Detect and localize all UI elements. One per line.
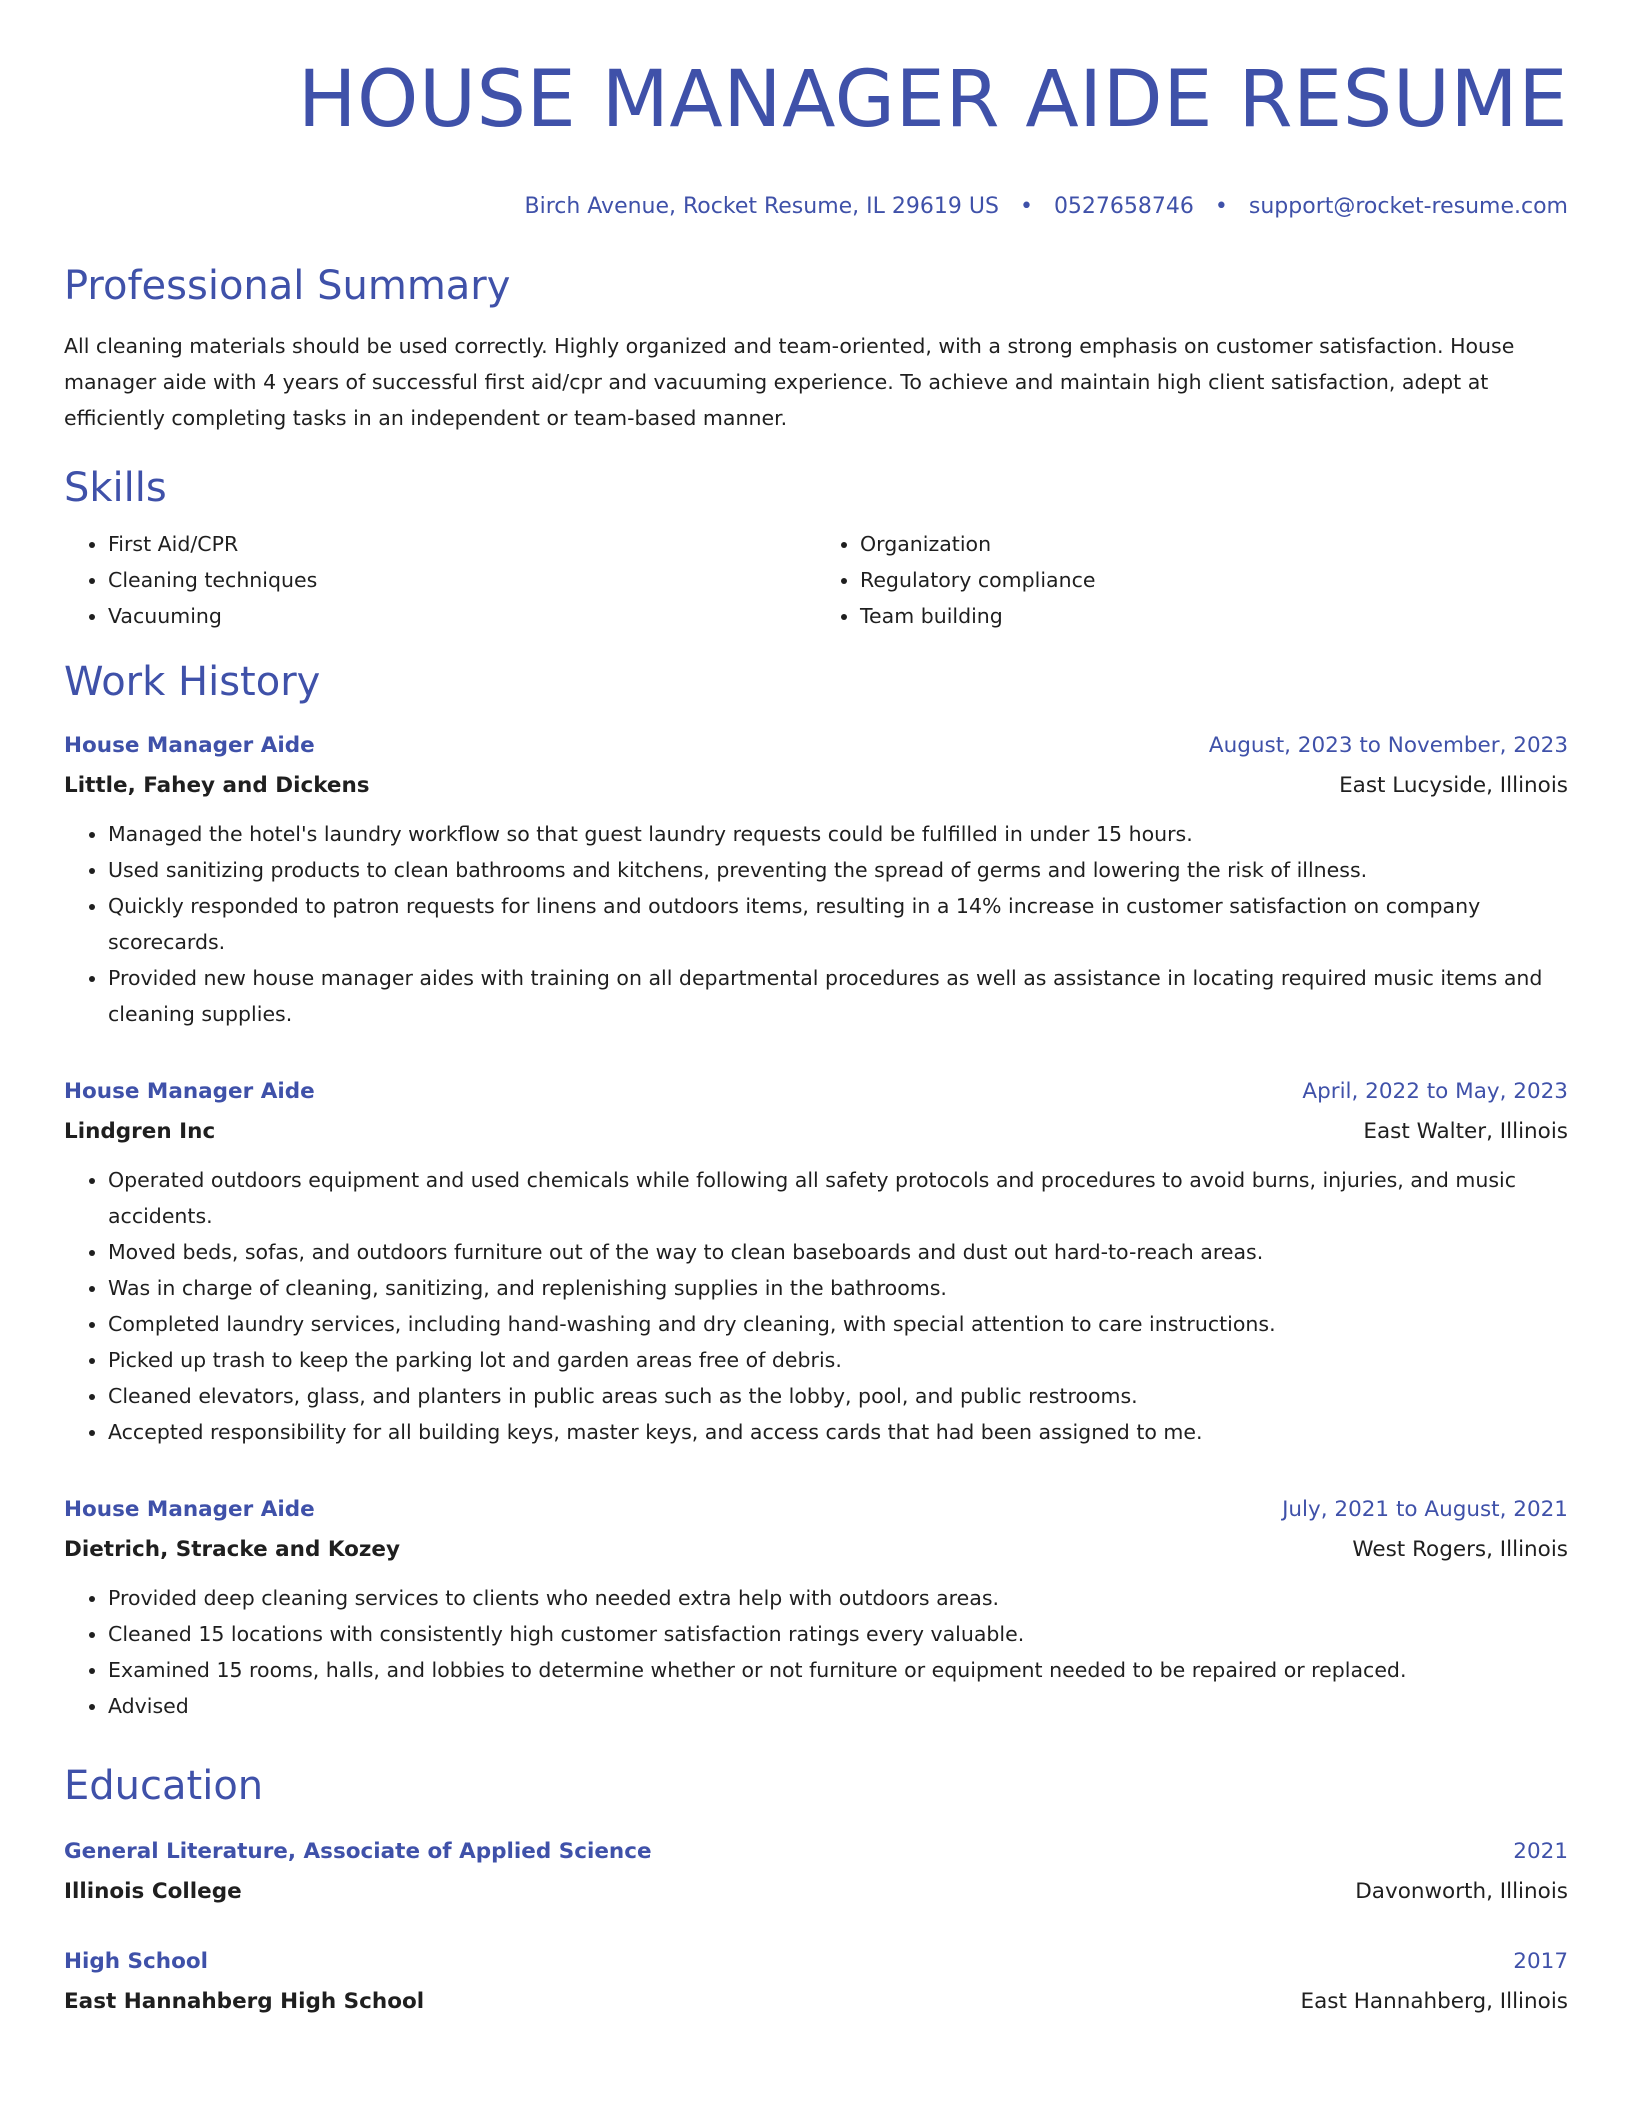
- job-role: House Manager Aide: [64, 1497, 315, 1522]
- contact-line: [64, 192, 1568, 222]
- job-bullet: • Picked up trash to keep the parking lot and garden areas free of debris.: [108, 1342, 1568, 1378]
- job-bullet: • Used sanitizing products to clean bathrooms and kitchens, preventing the spread of germs and lowering the risk of illness.: [108, 852, 1568, 888]
- skill-item: • Regulatory compliance: [860, 562, 1568, 598]
- education-location: East Hannahberg, Illinois: [1300, 1989, 1568, 2014]
- job-bullet: • Managed the hotel's laundry workflow so that guest laundry requests could be fulfilled in under 15 hours.: [108, 816, 1568, 852]
- education-school: Illinois College: [64, 1879, 242, 1904]
- job-company: Little, Fahey and Dickens: [64, 773, 370, 798]
- job-bullet: • Operated outdoors equipment and used chemicals while following all safety protocols and procedures to avoid burns, injuries, and music accidents.: [108, 1162, 1568, 1234]
- job-entry: [64, 1072, 1568, 1450]
- education-header-row: [64, 1832, 1568, 1872]
- skills-list: [64, 526, 1568, 634]
- education-year: 2017: [1513, 1949, 1568, 1974]
- job-bullet: • Cleaned 15 locations with consistently high customer satisfaction ratings every valuable.: [108, 1616, 1568, 1652]
- job-bullet: • Advised: [108, 1688, 1568, 1724]
- address-text: Birch Avenue, Rocket Resume, IL 29619 US: [524, 194, 999, 219]
- education-year: 2021: [1513, 1839, 1568, 1864]
- job-location: East Lucyside, Illinois: [1339, 773, 1568, 798]
- job-bullet: • Provided deep cleaning services to clients who needed extra help with outdoors areas.: [108, 1580, 1568, 1616]
- job-location: East Walter, Illinois: [1363, 1119, 1568, 1144]
- education-entry: [64, 1832, 1568, 1912]
- job-company-row: [64, 1530, 1568, 1570]
- contact-separator: •: [1019, 194, 1033, 219]
- education-school-row: [64, 1982, 1568, 2022]
- email-link[interactable]: support@rocket-resume.com: [1248, 194, 1568, 219]
- job-bullet: • Examined 15 rooms, halls, and lobbies to determine whether or not furniture or equipment needed to be repaired or replaced.: [108, 1652, 1568, 1688]
- education-heading: Education: [64, 1763, 264, 1809]
- job-role: House Manager Aide: [64, 1079, 315, 1104]
- job-bullet: • Accepted responsibility for all building keys, master keys, and access cards that had been assigned to me.: [108, 1414, 1568, 1450]
- job-company-row: [64, 766, 1568, 806]
- skills-column-right: [816, 526, 1568, 634]
- job-company: Dietrich, Stracke and Kozey: [64, 1537, 401, 1562]
- job-bullet: • Provided new house manager aides with training on all departmental procedures as well as assistance in locating required music items and cleaning supplies.: [108, 960, 1568, 1032]
- job-bullet: • Cleaned elevators, glass, and planters in public areas such as the lobby, pool, and public restrooms.: [108, 1378, 1568, 1414]
- education-degree: High School: [64, 1949, 208, 1974]
- phone-text: 0527658746: [1053, 194, 1194, 219]
- job-dates: July, 2021 to August, 2021: [1282, 1497, 1568, 1522]
- job-bullets: [64, 1162, 1568, 1450]
- job-header-row: [64, 1072, 1568, 1112]
- job-bullet: • Completed laundry services, including hand-washing and dry cleaning, with special attention to care instructions.: [108, 1306, 1568, 1342]
- education-location: Davonworth, Illinois: [1355, 1879, 1568, 1904]
- skill-item: • Vacuuming: [108, 598, 816, 634]
- summary-heading: Professional Summary: [64, 263, 511, 309]
- education-header-row: [64, 1942, 1568, 1982]
- skill-item: • Team building: [860, 598, 1568, 634]
- contact-separator: •: [1214, 194, 1228, 219]
- skills-heading: Skills: [64, 465, 167, 511]
- job-bullet: • Quickly responded to patron requests for linens and outdoors items, resulting in a 14% increase in customer satisfaction on company scorecards.: [108, 888, 1568, 960]
- job-bullets: [64, 1580, 1568, 1724]
- skill-item: • Organization: [860, 526, 1568, 562]
- job-company-row: [64, 1112, 1568, 1152]
- skills-column-left: [64, 526, 816, 634]
- job-dates: August, 2023 to November, 2023: [1208, 733, 1568, 758]
- job-entry: [64, 726, 1568, 1032]
- job-header-row: [64, 1490, 1568, 1530]
- job-location: West Rogers, Illinois: [1352, 1537, 1568, 1562]
- job-bullet: • Was in charge of cleaning, sanitizing, and replenishing supplies in the bathrooms.: [108, 1270, 1568, 1306]
- education-entry: [64, 1942, 1568, 2022]
- skill-item: • First Aid/CPR: [108, 526, 816, 562]
- education-degree: General Literature, Associate of Applied Science: [64, 1839, 652, 1864]
- work-history-heading: Work History: [64, 659, 321, 705]
- summary-text: All cleaning materials should be used correctly. Highly organized and team-oriented, with a strong emphasis on customer satisfaction. House manager aide with 4 years of successful first aid/cpr and vacuuming experience. To achieve and maintain high client satisfaction, adept at efficiently completing tasks in an independent or team-based manner.: [64, 334, 1515, 430]
- job-header-row: [64, 726, 1568, 766]
- job-company: Lindgren Inc: [64, 1119, 216, 1144]
- education-school: East Hannahberg High School: [64, 1989, 425, 2014]
- job-bullets: [64, 816, 1568, 1032]
- job-entry: [64, 1490, 1568, 1724]
- job-role: House Manager Aide: [64, 733, 315, 758]
- education-school-row: [64, 1872, 1568, 1912]
- skill-item: • Cleaning techniques: [108, 562, 816, 598]
- job-dates: April, 2022 to May, 2023: [1302, 1079, 1568, 1104]
- resume-title: HOUSE MANAGER AIDE RESUME: [297, 55, 1568, 145]
- job-bullet: • Moved beds, sofas, and outdoors furniture out of the way to clean baseboards and dust out hard-to-reach areas.: [108, 1234, 1568, 1270]
